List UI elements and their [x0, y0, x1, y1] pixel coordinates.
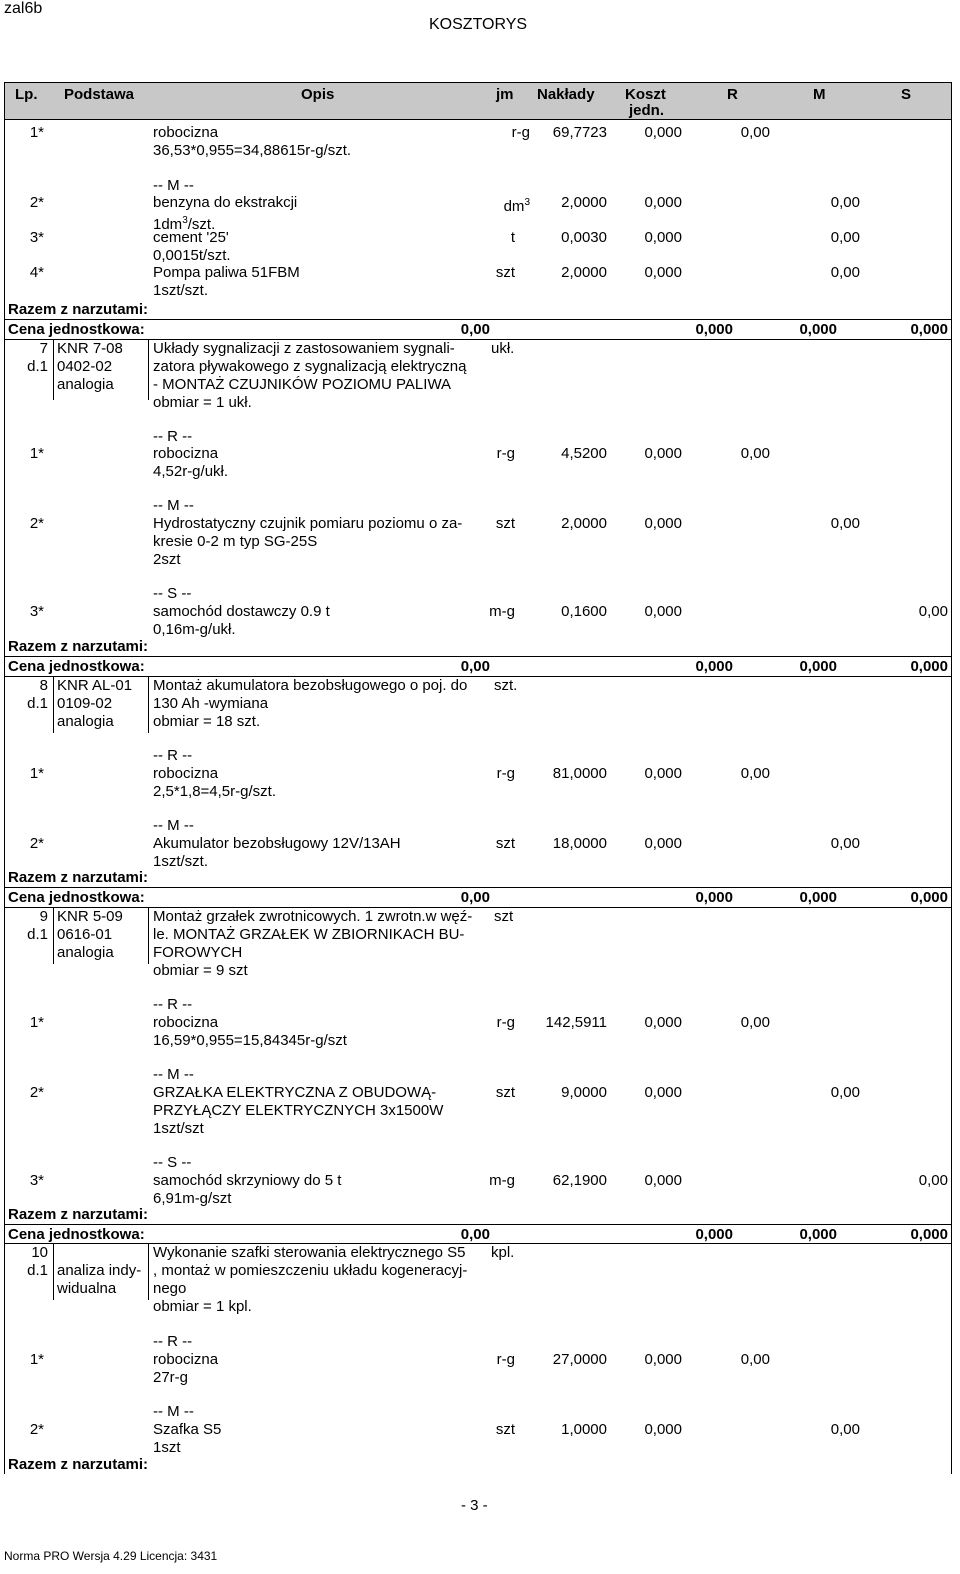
cena-s: 0,000 [799, 658, 837, 675]
row-calculation: 1szt [153, 1439, 181, 1456]
row-unit-cost: 0,000 [644, 124, 682, 141]
row-description: robocizna [153, 1014, 219, 1031]
header-koszt: Koszt [625, 86, 666, 103]
position-unit: szt [494, 908, 514, 925]
row-unit-cost: 0,000 [644, 445, 682, 462]
section-marker-m: -- M -- [153, 497, 194, 514]
separator [4, 339, 952, 340]
separator [4, 1224, 952, 1225]
position-basis: analogia [57, 944, 114, 961]
position-basis: 0109-02 [57, 695, 113, 712]
row-description: samochód skrzyniowy do 5 t [153, 1172, 342, 1189]
row-unit-cost: 0,000 [644, 835, 682, 852]
col-sep [148, 908, 149, 964]
row-description: PRZYŁĄCZY ELEKTRYCZNYCH 3x1500W [153, 1102, 444, 1119]
section-marker-s: -- S -- [153, 585, 192, 602]
row-lp: 2* [29, 194, 44, 211]
section-marker-m: -- M -- [153, 817, 194, 834]
razem-label: Razem z narzutami: [8, 301, 149, 318]
section-marker-m: -- M -- [153, 1403, 194, 1420]
row-value-m: 0,00 [830, 515, 860, 532]
position-basis: analiza indy- [57, 1262, 142, 1279]
section-marker-s: -- S -- [153, 1154, 192, 1171]
row-lp: 2* [29, 515, 44, 532]
row-description: GRZAŁKA ELEKTRYCZNA Z OBUDOWĄ- [153, 1084, 437, 1101]
row-quantity: 2,0000 [561, 264, 607, 281]
cena-total: 0,000 [910, 321, 948, 338]
row-unit: r-g [496, 1351, 515, 1368]
row-quantity: 18,0000 [552, 835, 607, 852]
row-description: benzyna do ekstrakcji [153, 194, 298, 211]
row-value-r: 0,00 [740, 1014, 770, 1031]
cena-s: 0,000 [799, 889, 837, 906]
row-unit-cost: 0,000 [644, 194, 682, 211]
position-description: 130 Ah -wymiana [153, 695, 269, 712]
position-description: Montaż grzałek zwrotnicowych. 1 zwrotn.w węź- [153, 908, 473, 925]
row-unit: szt [495, 515, 515, 532]
col-sep [53, 1244, 54, 1300]
position-description: Montaż akumulatora bezobsługowego o poj. do [153, 677, 468, 694]
section-marker-m: -- M -- [153, 177, 194, 194]
cena-r: 0,00 [460, 1226, 490, 1243]
file-name: zal6b [4, 0, 43, 17]
separator [4, 319, 952, 320]
row-quantity: 27,0000 [552, 1351, 607, 1368]
position-number: 7 [39, 340, 48, 357]
section-marker-r: -- R -- [153, 428, 193, 445]
row-unit-cost: 0,000 [644, 765, 682, 782]
position-unit: szt. [494, 677, 518, 694]
row-value-r: 0,00 [740, 765, 770, 782]
row-quantity: 9,0000 [561, 1084, 607, 1101]
row-lp: 4* [29, 264, 44, 281]
cena-total: 0,000 [910, 889, 948, 906]
row-value-m: 0,00 [830, 264, 860, 281]
row-description: kresie 0-2 m typ SG-25S [153, 533, 318, 550]
row-unit: $dm^3$ [503, 197, 530, 215]
row-description: robocizna [153, 765, 219, 782]
section-marker-r: -- R -- [153, 1333, 193, 1350]
cena-label: Cena jednostkowa: [8, 889, 145, 906]
row-value-s: 0,00 [918, 1172, 948, 1189]
position-measurement: obmiar = 9 szt [153, 962, 248, 979]
row-calculation: 1szt/szt [153, 1120, 204, 1137]
row-value-s: 0,00 [918, 603, 948, 620]
row-unit: szt [495, 1421, 515, 1438]
row-quantity: 2,0000 [561, 194, 607, 211]
position-basis: analogia [57, 376, 114, 393]
header-koszt-jedn: jedn. [629, 102, 665, 119]
software-footer: Norma PRO Wersja 4.29 Licencja: 3431 [4, 1549, 218, 1563]
row-unit-cost: 0,000 [644, 1084, 682, 1101]
row-lp: 2* [29, 835, 44, 852]
header-r: R [727, 86, 738, 103]
header-naklady: Nakłady [537, 86, 595, 103]
position-basis: widualna [57, 1280, 117, 1297]
header-m: M [813, 86, 826, 103]
cena-m: 0,000 [695, 889, 733, 906]
section-marker-m: -- M -- [153, 1066, 194, 1083]
table-header [4, 82, 952, 119]
cena-total: 0,000 [910, 1226, 948, 1243]
position-division: d.1 [27, 358, 48, 375]
row-value-r: 0,00 [740, 445, 770, 462]
col-sep [53, 677, 54, 733]
position-unit: ukł. [491, 340, 515, 357]
row-unit-cost: 0,000 [644, 515, 682, 532]
position-description: nego [153, 1280, 187, 1297]
border-header-bottom [4, 119, 952, 120]
position-measurement: obmiar = 1 kpl. [153, 1298, 252, 1315]
col-sep [148, 1244, 149, 1300]
row-unit-cost: 0,000 [644, 264, 682, 281]
position-description: , montaż w pomieszczeniu układu kogeneracyj- [153, 1262, 468, 1279]
row-lp: 1* [29, 1014, 44, 1031]
row-calculation: 0,16m-g/ukł. [153, 621, 236, 638]
cena-label: Cena jednostkowa: [8, 321, 145, 338]
row-calculation: 6,91m-g/szt [153, 1190, 232, 1207]
cena-m: 0,000 [695, 658, 733, 675]
position-basis: KNR AL-01 [57, 677, 133, 694]
cena-r: 0,00 [460, 658, 490, 675]
border-top [4, 82, 952, 83]
position-description: FOROWYCH [153, 944, 243, 961]
row-calculation: 0,0015t/szt. [153, 247, 231, 264]
col-sep [148, 340, 149, 400]
row-unit-cost: 0,000 [644, 1014, 682, 1031]
row-lp: 3* [29, 603, 44, 620]
cena-total: 0,000 [910, 658, 948, 675]
position-basis: KNR 5-09 [57, 908, 123, 925]
row-lp: 1* [29, 445, 44, 462]
cena-label: Cena jednostkowa: [8, 1226, 145, 1243]
position-description: Układy sygnalizacji z zastosowaniem sygnali- [153, 340, 455, 357]
row-quantity: 142,5911 [545, 1014, 607, 1031]
row-lp: 2* [29, 1421, 44, 1438]
row-value-m: 0,00 [830, 1421, 860, 1438]
row-calculation: 36,53*0,955=34,88615r-g/szt. [153, 142, 352, 159]
row-description: robocizna [153, 124, 219, 141]
row-unit: r-g [496, 445, 515, 462]
cena-s: 0,000 [799, 321, 837, 338]
row-quantity: 1,0000 [561, 1421, 607, 1438]
position-division: d.1 [27, 926, 48, 943]
col-sep [53, 908, 54, 964]
section-marker-r: -- R -- [153, 996, 193, 1013]
row-calculation: 2,5*1,8=4,5r-g/szt. [153, 783, 276, 800]
row-lp: 1* [29, 124, 44, 141]
row-quantity: 62,1900 [552, 1172, 607, 1189]
row-value-m: 0,00 [830, 1084, 860, 1101]
header-s: S [901, 86, 912, 103]
position-measurement: obmiar = 18 szt. [153, 713, 261, 730]
razem-label: Razem z narzutami: [8, 638, 149, 655]
row-quantity: 69,7723 [552, 124, 607, 141]
row-quantity: 81,0000 [552, 765, 607, 782]
position-basis: 0402-02 [57, 358, 113, 375]
row-calculation: $1dm^3$/szt. [153, 215, 216, 233]
cena-m: 0,000 [695, 1226, 733, 1243]
position-description: le. MONTAŻ GRZAŁEK W ZBIORNIKACH BU- [153, 926, 465, 943]
separator [4, 887, 952, 888]
row-unit-cost: 0,000 [644, 1351, 682, 1368]
separator [4, 907, 952, 908]
row-unit: m-g [489, 603, 515, 620]
section-marker-r: -- R -- [153, 747, 193, 764]
document-title: KOSZTORYS [429, 16, 528, 33]
row-unit-cost: 0,000 [644, 603, 682, 620]
row-unit-cost: 0,000 [644, 1172, 682, 1189]
row-lp: 2* [29, 1084, 44, 1101]
position-basis: analogia [57, 713, 114, 730]
header-lp: Lp. [15, 86, 38, 103]
row-calculation: 4,52r-g/ukł. [153, 463, 229, 480]
row-unit: r-g [496, 765, 515, 782]
position-basis: KNR 7-08 [57, 340, 123, 357]
row-calculation: 2szt [153, 551, 181, 568]
row-calculation: 16,59*0,955=15,84345r-g/szt [153, 1032, 347, 1049]
position-description: Wykonanie szafki sterowania elektrycznego S5 [153, 1244, 466, 1261]
row-description: samochód dostawczy 0.9 t [153, 603, 330, 620]
row-unit: t [510, 229, 515, 246]
row-unit-cost: 0,000 [644, 229, 682, 246]
row-description: robocizna [153, 1351, 219, 1368]
cena-s: 0,000 [799, 1226, 837, 1243]
cena-r: 0,00 [460, 889, 490, 906]
position-division: d.1 [27, 695, 48, 712]
position-description: - MONTAŻ CZUJNIKÓW POZIOMU PALIWA [153, 376, 452, 393]
separator [4, 656, 952, 657]
row-description: Hydrostatyczny czujnik pomiaru poziomu o za- [153, 515, 463, 532]
row-calculation: 27r-g [153, 1369, 189, 1386]
page-number: - 3 - [461, 1497, 488, 1514]
col-sep [53, 340, 54, 400]
position-number: 8 [39, 677, 48, 694]
row-unit: r-g [511, 124, 530, 141]
row-unit: m-g [489, 1172, 515, 1189]
row-value-m: 0,00 [830, 229, 860, 246]
row-calculation: 1szt/szt. [153, 282, 209, 299]
header-podstawa: Podstawa [64, 86, 135, 103]
row-lp: 3* [29, 229, 44, 246]
position-unit: kpl. [491, 1244, 515, 1261]
row-unit: szt [495, 264, 515, 281]
row-value-m: 0,00 [830, 194, 860, 211]
row-value-r: 0,00 [740, 124, 770, 141]
row-value-m: 0,00 [830, 835, 860, 852]
row-lp: 1* [29, 1351, 44, 1368]
row-quantity: 4,5200 [561, 445, 607, 462]
row-unit-cost: 0,000 [644, 1421, 682, 1438]
row-unit: szt [495, 835, 515, 852]
row-description: Szafka S5 [153, 1421, 222, 1438]
cena-m: 0,000 [695, 321, 733, 338]
row-unit: r-g [496, 1014, 515, 1031]
cena-r: 0,00 [460, 321, 490, 338]
col-sep [148, 677, 149, 733]
header-opis: Opis [301, 86, 335, 103]
razem-label: Razem z narzutami: [8, 1456, 149, 1473]
position-basis: 0616-01 [57, 926, 113, 943]
position-number: 10 [31, 1244, 48, 1261]
position-number: 9 [39, 908, 48, 925]
row-description: Pompa paliwa 51FBM [153, 264, 300, 281]
razem-label: Razem z narzutami: [8, 1206, 149, 1223]
separator [4, 676, 952, 677]
row-lp: 1* [29, 765, 44, 782]
row-quantity: 0,1600 [561, 603, 607, 620]
cena-label: Cena jednostkowa: [8, 658, 145, 675]
position-measurement: obmiar = 1 ukł. [153, 394, 252, 411]
row-quantity: 0,0030 [561, 229, 607, 246]
row-description: cement '25' [153, 229, 229, 246]
header-jm: jm [496, 86, 514, 103]
row-value-r: 0,00 [740, 1351, 770, 1368]
razem-label: Razem z narzutami: [8, 869, 149, 886]
separator [4, 1243, 952, 1244]
row-calculation: 1szt/szt. [153, 853, 209, 870]
row-quantity: 2,0000 [561, 515, 607, 532]
position-division: d.1 [27, 1262, 48, 1279]
row-description: robocizna [153, 445, 219, 462]
row-lp: 3* [29, 1172, 44, 1189]
row-unit: szt [495, 1084, 515, 1101]
position-description: zatora pływakowego z sygnalizacją elektryczną [153, 358, 467, 375]
row-description: Akumulator bezobsługowy 12V/13AH [153, 835, 401, 852]
border-right [951, 82, 952, 1474]
